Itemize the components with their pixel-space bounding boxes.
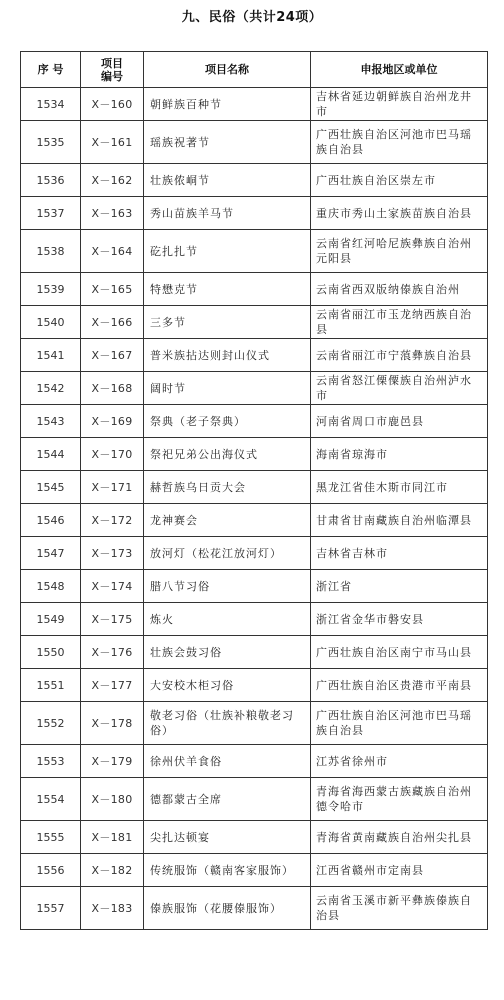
cell-region: 云南省丽江市玉龙纳西族自治县: [311, 306, 488, 339]
cell-code: Ⅹ－165: [81, 273, 144, 306]
cell-name: 瑶族祝著节: [144, 121, 311, 164]
table-row: [21, 121, 488, 164]
table-body: [21, 88, 488, 930]
cell-seq: 1557: [21, 887, 81, 930]
cell-code: Ⅹ－180: [81, 778, 144, 821]
table-row: [21, 745, 488, 778]
cell-code: Ⅹ－175: [81, 603, 144, 636]
cell-code: Ⅹ－169: [81, 405, 144, 438]
cell-name: 大安校木柜习俗: [144, 669, 311, 702]
cell-region: 吉林省吉林市: [311, 537, 488, 570]
cell-seq: 1544: [21, 438, 81, 471]
cell-code: Ⅹ－182: [81, 854, 144, 887]
cell-name: 赫哲族乌日贡大会: [144, 471, 311, 504]
header-region: 申报地区或单位: [311, 52, 488, 88]
table-row: [21, 372, 488, 405]
cell-name: 壮族会鼓习俗: [144, 636, 311, 669]
table-row: [21, 230, 488, 273]
cell-name: 三多节: [144, 306, 311, 339]
cell-code: Ⅹ－167: [81, 339, 144, 372]
cell-region: 云南省西双版纳傣族自治州: [311, 273, 488, 306]
table-row: [21, 702, 488, 745]
cell-code: Ⅹ－177: [81, 669, 144, 702]
cell-code: Ⅹ－179: [81, 745, 144, 778]
cell-name: 祭典（老子祭典）: [144, 405, 311, 438]
cell-name: 尖扎达顿宴: [144, 821, 311, 854]
header-code-line1: 项目: [101, 56, 123, 70]
cell-region: 青海省黄南藏族自治州尖扎县: [311, 821, 488, 854]
cell-region: 广西壮族自治区河池市巴马瑶族自治县: [311, 702, 488, 745]
cell-code: Ⅹ－178: [81, 702, 144, 745]
cell-seq: 1535: [21, 121, 81, 164]
cell-name: 壮族侬峒节: [144, 164, 311, 197]
table-row: [21, 306, 488, 339]
cell-code: Ⅹ－181: [81, 821, 144, 854]
cell-name: 放河灯（松花江放河灯）: [144, 537, 311, 570]
cell-seq: 1543: [21, 405, 81, 438]
cell-seq: 1536: [21, 164, 81, 197]
cell-code: Ⅹ－166: [81, 306, 144, 339]
cell-seq: 1551: [21, 669, 81, 702]
table-row: [21, 570, 488, 603]
cell-name: 腊八节习俗: [144, 570, 311, 603]
cell-name: 龙神赛会: [144, 504, 311, 537]
table-row: [21, 405, 488, 438]
cell-region: 江西省赣州市定南县: [311, 854, 488, 887]
cell-region: 吉林省延边朝鲜族自治州龙井市: [311, 88, 488, 121]
table-row: [21, 821, 488, 854]
cell-seq: 1556: [21, 854, 81, 887]
cell-region: 云南省玉溪市新平彝族傣族自治县: [311, 887, 488, 930]
cell-code: Ⅹ－173: [81, 537, 144, 570]
cell-region: 云南省丽江市宁蒗彝族自治县: [311, 339, 488, 372]
table-row: [21, 537, 488, 570]
cell-name: 徐州伏羊食俗: [144, 745, 311, 778]
cell-region: 浙江省金华市磐安县: [311, 603, 488, 636]
cell-name: 敬老习俗（壮族补粮敬老习俗）: [144, 702, 311, 745]
cell-seq: 1541: [21, 339, 81, 372]
header-name: 项目名称: [144, 52, 311, 88]
cell-name: 炼火: [144, 603, 311, 636]
cell-seq: 1540: [21, 306, 81, 339]
header-code: [81, 52, 144, 88]
cell-region: 江苏省徐州市: [311, 745, 488, 778]
cell-code: Ⅹ－174: [81, 570, 144, 603]
cell-region: 甘肃省甘南藏族自治州临潭县: [311, 504, 488, 537]
cell-name: 传统服饰（赣南客家服饰）: [144, 854, 311, 887]
cell-region: 海南省琼海市: [311, 438, 488, 471]
cell-seq: 1545: [21, 471, 81, 504]
cell-seq: 1534: [21, 88, 81, 121]
cell-code: Ⅹ－183: [81, 887, 144, 930]
cell-seq: 1542: [21, 372, 81, 405]
table-row: [21, 854, 488, 887]
cell-region: 云南省红河哈尼族彝族自治州元阳县: [311, 230, 488, 273]
header-seq: 序 号: [21, 52, 81, 88]
header-code-line2: 编号: [101, 69, 123, 83]
cell-seq: 1546: [21, 504, 81, 537]
cell-seq: 1549: [21, 603, 81, 636]
cell-region: 广西壮族自治区南宁市马山县: [311, 636, 488, 669]
table-row: [21, 504, 488, 537]
table-row: [21, 887, 488, 930]
cell-seq: 1548: [21, 570, 81, 603]
table-row: [21, 438, 488, 471]
cell-seq: 1554: [21, 778, 81, 821]
cell-seq: 1552: [21, 702, 81, 745]
cell-region: 重庆市秀山土家族苗族自治县: [311, 197, 488, 230]
cell-name: 秀山苗族羊马节: [144, 197, 311, 230]
cell-name: 普米族拈达则封山仪式: [144, 339, 311, 372]
table-row: [21, 471, 488, 504]
cell-region: 黑龙江省佳木斯市同江市: [311, 471, 488, 504]
cell-region: 河南省周口市鹿邑县: [311, 405, 488, 438]
cell-code: Ⅹ－172: [81, 504, 144, 537]
cell-name: 朝鲜族百种节: [144, 88, 311, 121]
cell-seq: 1539: [21, 273, 81, 306]
table-row: [21, 164, 488, 197]
cell-seq: 1547: [21, 537, 81, 570]
table-row: [21, 273, 488, 306]
cell-code: Ⅹ－164: [81, 230, 144, 273]
page-title: 九、民俗（共计24项）: [181, 10, 323, 25]
table-row: [21, 88, 488, 121]
cell-name: 祭祀兄弟公出海仪式: [144, 438, 311, 471]
cell-name: 阔时节: [144, 372, 311, 405]
cell-code: Ⅹ－170: [81, 438, 144, 471]
cell-code: Ⅹ－162: [81, 164, 144, 197]
cell-name: 矻扎扎节: [144, 230, 311, 273]
cell-seq: 1555: [21, 821, 81, 854]
cell-code: Ⅹ－161: [81, 121, 144, 164]
cell-region: 广西壮族自治区河池市巴马瑶族自治县: [311, 121, 488, 164]
cell-code: Ⅹ－160: [81, 88, 144, 121]
table-header-row: [21, 52, 488, 88]
table-row: [21, 603, 488, 636]
cell-code: Ⅹ－163: [81, 197, 144, 230]
cell-code: Ⅹ－168: [81, 372, 144, 405]
cell-seq: 1550: [21, 636, 81, 669]
heritage-table: [20, 51, 488, 930]
cell-name: 特懋克节: [144, 273, 311, 306]
cell-region: 青海省海西蒙古族藏族自治州德令哈市: [311, 778, 488, 821]
table-row: [21, 778, 488, 821]
table-row: [21, 339, 488, 372]
cell-name: 傣族服饰（花腰傣服饰）: [144, 887, 311, 930]
table-row: [21, 669, 488, 702]
cell-region: 浙江省: [311, 570, 488, 603]
cell-code: Ⅹ－176: [81, 636, 144, 669]
cell-name: 德都蒙古全席: [144, 778, 311, 821]
cell-seq: 1538: [21, 230, 81, 273]
cell-code: Ⅹ－171: [81, 471, 144, 504]
cell-region: 广西壮族自治区贵港市平南县: [311, 669, 488, 702]
cell-region: 广西壮族自治区崇左市: [311, 164, 488, 197]
cell-seq: 1553: [21, 745, 81, 778]
cell-region: 云南省怒江傈僳族自治州泸水市: [311, 372, 488, 405]
table-row: [21, 197, 488, 230]
table-row: [21, 636, 488, 669]
cell-seq: 1537: [21, 197, 81, 230]
